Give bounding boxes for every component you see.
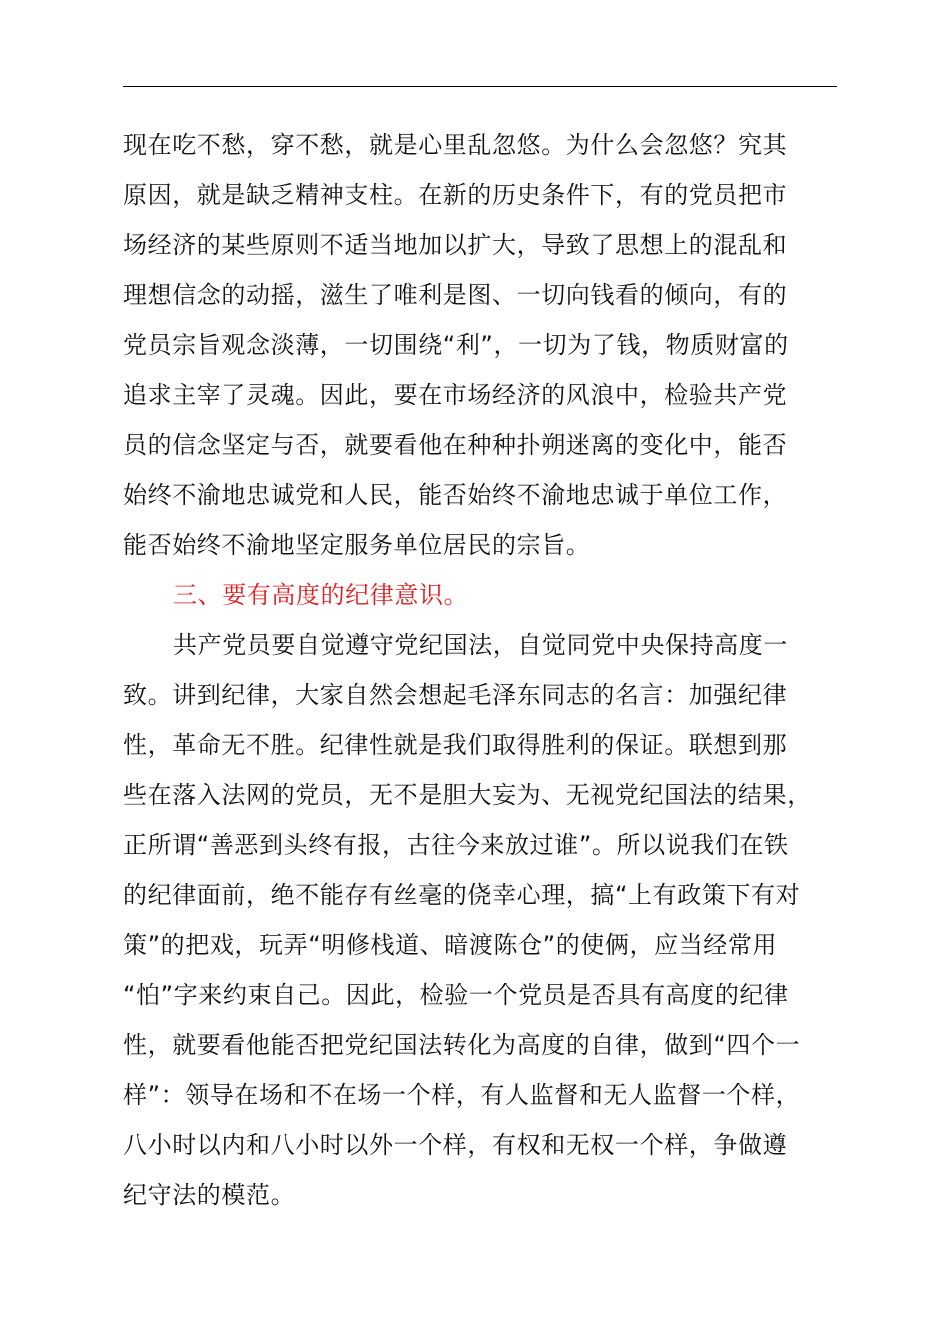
document-body: [123, 120, 837, 1220]
paragraph-line: 性，就要看他能否把党纪国法转化为高度的自律，做到“四个一: [123, 1031, 801, 1059]
paragraph-line: 能否始终不渝地坚定服务单位居民的宗旨。: [123, 531, 591, 559]
paragraph-line: 员的信念坚定与否，就要看他在种种扑朔迷离的变化中，能否: [123, 431, 788, 459]
section-heading: 三、要有高度的纪律意识。: [173, 581, 469, 609]
paragraph-line: 八小时以内和八小时以外一个样，有权和无权一个样，争做遵: [123, 1131, 788, 1159]
paragraph-line: 始终不渝地忠诚党和人民，能否始终不渝地忠诚于单位工作，: [123, 481, 788, 509]
paragraph-line: 性，革命无不胜。纪律性就是我们取得胜利的保证。联想到那: [123, 731, 788, 759]
paragraph-line: 正所谓“善恶到头终有报，古往今来放过谁”。所以说我们在铁: [123, 831, 789, 859]
paragraph-line: 原因，就是缺乏精神支柱。在新的历史条件下，有的党员把市: [123, 181, 788, 209]
paragraph-line: 纪守法的模范。: [123, 1181, 296, 1209]
paragraph-line: 致。讲到纪律，大家自然会想起毛泽东同志的名言：加强纪律: [123, 681, 788, 709]
paragraph-line: 理想信念的动摇，滋生了唯利是图、一切向钱看的倾向，有的: [123, 281, 788, 309]
paragraph-2: [123, 620, 837, 1220]
paragraph-line: 样”：领导在场和不在场一个样，有人监督和无人监督一个样，: [123, 1081, 801, 1109]
paragraph-line: 些在落入法网的党员，无不是胆大妄为、无视党纪国法的结果，: [123, 781, 812, 809]
paragraph-line: 追求主宰了灵魂。因此，要在市场经济的风浪中，检验共产党: [123, 381, 788, 409]
paragraph-line: 的纪律面前，绝不能存有丝毫的侥幸心理，搞“上有政策下有对: [123, 881, 801, 909]
paragraph-line: 共产党员要自觉遵守党纪国法，自觉同党中央保持高度一: [173, 631, 788, 659]
paragraph-1: [123, 120, 837, 570]
paragraph-line: 党员宗旨观念淡薄，一切围绕“利”，一切为了钱，物质财富的: [123, 331, 789, 359]
paragraph-line: 现在吃不愁，穿不愁，就是心里乱忽悠。为什么会忽悠？究其: [123, 131, 788, 159]
header-rule: [123, 86, 837, 87]
paragraph-line: 场经济的某些原则不适当地加以扩大，导致了思想上的混乱和: [123, 231, 788, 259]
paragraph-line: 策”的把戏，玩弄“明修栈道、暗渡陈仓”的使俩，应当经常用: [123, 931, 778, 959]
paragraph-line: “怕”字来约束自己。因此，检验一个党员是否具有高度的纪律: [123, 981, 789, 1009]
